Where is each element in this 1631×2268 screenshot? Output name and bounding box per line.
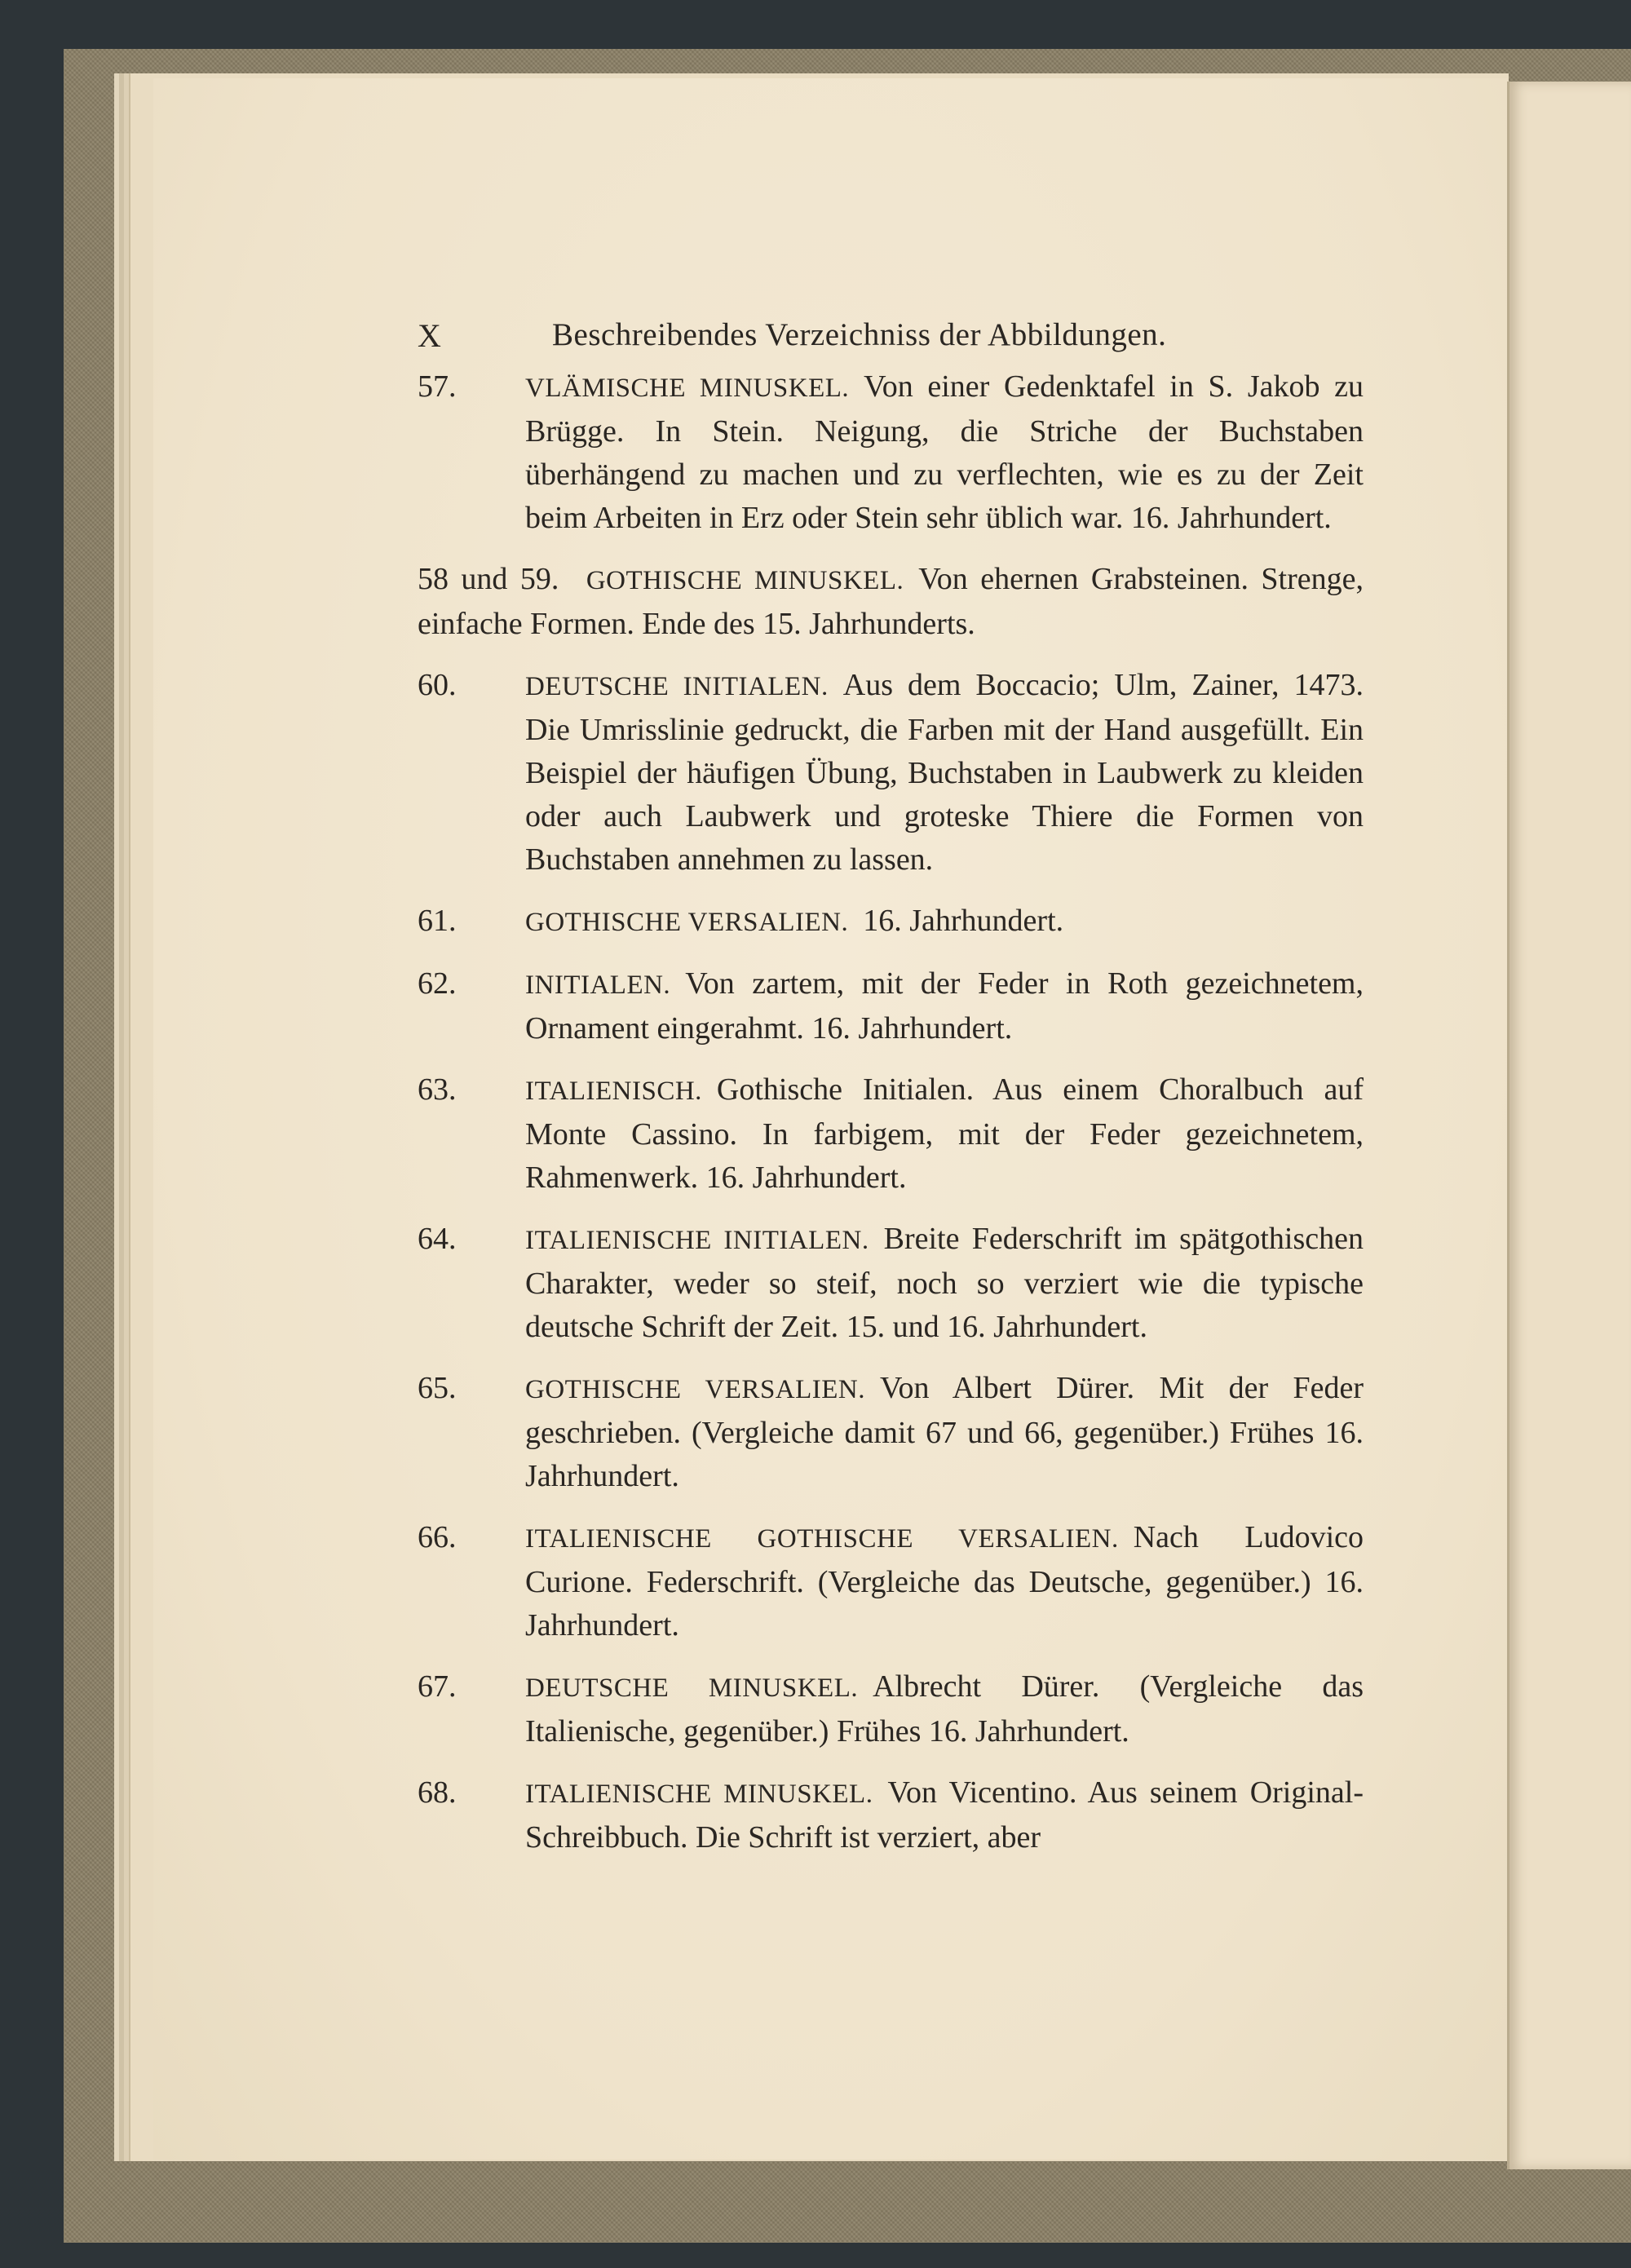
entry-text: Breite Federschrift im spätgothischen Charakter, weder so steif, noch so verziert wie die typische deutsche Schrift der Zeit. 15. und 16. Jahrhundert. (525, 1222, 1364, 1344)
entry-caption: ITALIENISCHE GOTHISCHE VERSALIEN. (525, 1524, 1119, 1554)
entry-text: Von Vicentino. Aus seinem Original-Schreibbuch. Die Schrift ist verziert, aber (525, 1775, 1364, 1855)
entry-caption: INITIALEN. (525, 970, 671, 1000)
entry-caption: DEUTSCHE INITIALEN. (525, 672, 829, 701)
entry-caption: GOTHISCHE MINUSKEL. (586, 566, 904, 595)
entry-text: Albrecht Dürer. (Vergleiche das Italienische, gegenüber.) Frühes 16. Jahrhundert. (525, 1669, 1364, 1749)
entry-text: Nach Ludovico Curione. Federschrift. (Vergleiche das Deutsche, gegenüber.) 16. Jahrhundert. (525, 1520, 1364, 1642)
list-item (418, 962, 1364, 1050)
entry-number: 68. (418, 1775, 457, 1810)
entry-caption: DEUTSCHE MINUSKEL. (525, 1673, 859, 1703)
list-item (418, 900, 1364, 944)
entry-caption: ITALIENISCHE MINUSKEL. (525, 1779, 873, 1809)
page-text (418, 308, 1364, 1877)
facing-page-edge (1507, 82, 1631, 2169)
entry-caption: VLÄMISCHE MINUSKEL. (525, 374, 850, 403)
entry-caption: GOTHISCHE VERSALIEN. (525, 908, 849, 937)
running-title: Beschreibendes Verzeichniss der Abbildungen. (552, 317, 1167, 352)
entry-number: 66. (418, 1520, 457, 1554)
entry-number: 62. (418, 966, 457, 1001)
entry-text: Aus dem Boccacio; Ulm, Zainer, 1473. Die Umrisslinie gedruckt, die Farben mit der Hand ausgefüllt. Ein Beispiel der häufigen Übung, Buchstaben in Laubwerk zu kleiden oder auch Laubwerk und groteske Thiere die Formen von Buchstaben annehmen zu lassen. (525, 668, 1364, 877)
entry-text: Von ehernen Grabsteinen. Strenge, einfache Formen. Ende des 15. Jahrhunderts. (418, 562, 1364, 641)
entry-number: 57. (418, 369, 457, 404)
entry-number: 61. (418, 904, 457, 938)
running-header (418, 308, 1364, 365)
entry-text: Von Albert Dürer. Mit der Feder geschrieben. (Vergleiche damit 67 und 66, gegenüber.) Frühes 16. Jahrhundert. (525, 1371, 1364, 1493)
list-item (418, 1665, 1364, 1753)
entry-text: 16. Jahrhundert. (863, 904, 1064, 938)
list-item (418, 664, 1364, 882)
page-number: X (418, 317, 441, 354)
entry-caption: GOTHISCHE VERSALIEN. (525, 1375, 866, 1404)
list-item (418, 1771, 1364, 1859)
list-item (418, 1068, 1364, 1200)
list-item (418, 1218, 1364, 1349)
entry-number: 65. (418, 1371, 457, 1405)
entry-number: 64. (418, 1222, 457, 1256)
list-item (418, 1516, 1364, 1647)
entry-text: Von zartem, mit der Feder in Roth gezeichnetem, Ornament eingerahmt. 16. Jahrhundert. (525, 966, 1364, 1046)
entry-text: Von einer Gedenktafel in S. Jakob zu Brügge. In Stein. Neigung, die Striche der Buchstaben überhängend zu machen und zu verflechten, wie es zu der Zeit beim Arbeiten in Erz oder Stein sehr üblich war. 16. Jahrhundert. (525, 369, 1364, 535)
entry-number: 60. (418, 668, 457, 702)
entry-caption: ITALIENISCHE INITIALEN. (525, 1226, 869, 1255)
entry-number: 63. (418, 1072, 457, 1107)
entry-number: 58 und 59. (418, 562, 559, 596)
entry-text: Gothische Initialen. Aus einem Choralbuch auf Monte Cassino. In farbigem, mit der Feder gezeichnetem, Rahmenwerk. 16. Jahrhundert. (525, 1072, 1364, 1195)
list-item (418, 365, 1364, 540)
list-item (418, 1367, 1364, 1498)
list-item (418, 558, 1364, 646)
entry-caption: ITALIENISCH. (525, 1077, 702, 1106)
entry-number: 67. (418, 1669, 457, 1704)
